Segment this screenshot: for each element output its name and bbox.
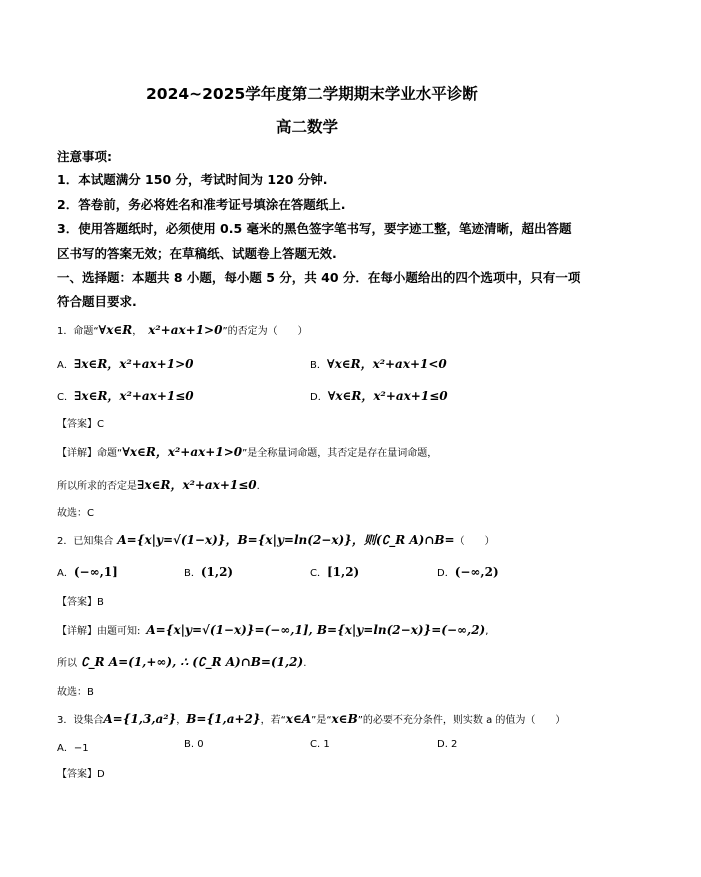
notice-item-2: 2．答卷前，务必将姓名和准考证号填涂在答题纸上. <box>57 197 346 212</box>
q2-option-d-label: D． <box>437 568 455 579</box>
q3-option-a: A．−1 <box>57 743 89 754</box>
q1-answer: 【答案】C <box>57 419 104 430</box>
q3-stem-sep: ， <box>176 715 187 726</box>
q1-option-b-math: ∀x∈R，x²+ax+1<0 <box>326 357 447 371</box>
q3-stem-cond-b: x∈B <box>331 712 358 726</box>
q3-stem <box>57 711 565 726</box>
notice-item-3-line-2: 区书写的答案无效；在草稿纸、试题卷上答题无效. <box>57 246 337 261</box>
q2-stem-math: A={x|y=√(1−x)}，B={x|y=ln(2−x)}，则(∁_R A)∩B= <box>117 533 455 547</box>
q1-detail-pre: 【详解】命题“ <box>57 448 123 459</box>
q1-option-c <box>57 387 194 404</box>
q3-option-b: B. 0 <box>184 739 204 750</box>
q1-conclusion-post: . <box>256 481 260 492</box>
q1-option-a <box>57 355 194 372</box>
exam-subtitle: 高二数学 <box>276 118 339 136</box>
exam-title: 2024~2025学年度第二学期期末学业水平诊断 <box>146 85 478 103</box>
q1-stem <box>57 322 308 337</box>
q1-option-d-label: D． <box>310 392 328 403</box>
q1-stem-math-inequality: x²+ax+1>0 <box>148 323 223 337</box>
notice-item-1: 1．本试题满分 150 分，考试时间为 120 分钟. <box>57 172 328 187</box>
q2-choice: 故选：B <box>57 687 94 698</box>
q2-option-c-label: C． <box>310 568 327 579</box>
q2-option-b <box>184 564 233 579</box>
q1-choice: 故选：C <box>57 508 94 519</box>
q3-stem-post: ”的必要不充分条件，则实数 a 的值为（ ） <box>357 715 566 726</box>
q1-detail-math: ∀x∈R，x²+ax+1>0 <box>122 445 243 459</box>
q2-option-a <box>57 564 118 579</box>
q3-stem-pre: 3．设集合 <box>57 715 104 726</box>
q1-stem-sep: ， <box>132 326 143 337</box>
q1-option-d-math: ∀x∈R，x²+ax+1≤0 <box>327 389 448 403</box>
q2-option-b-math: (1,2) <box>200 565 234 579</box>
q1-conclusion-math: ∃x∈R，x²+ax+1≤0 <box>137 478 257 492</box>
q1-option-b <box>310 355 447 372</box>
section-heading-line-2: 符合题目要求. <box>57 294 137 309</box>
q2-detail-pre: 【详解】由题可知: <box>57 626 141 637</box>
q1-option-b-label: B． <box>310 360 327 371</box>
q1-option-a-label: A． <box>57 360 74 371</box>
q3-answer: 【答案】D <box>57 769 105 780</box>
q2-option-a-label: A． <box>57 568 74 579</box>
notice-heading: 注意事项: <box>57 149 112 164</box>
q2-stem <box>57 531 495 548</box>
q3-option-d: D. 2 <box>437 739 458 750</box>
q2-conclusion-pre: 所以 <box>57 658 77 669</box>
q1-conclusion <box>57 476 260 493</box>
q1-detail-post: ”是全称量词命题，其否定是存在量词命题， <box>242 448 438 459</box>
q1-option-c-label: C． <box>57 392 74 403</box>
q2-stem-pre: 2．已知集合 <box>57 536 114 547</box>
q3-stem-mid: ，若“ <box>260 715 286 726</box>
q1-stem-pre: 1．命题“ <box>57 326 99 337</box>
notice-item-3-line-1: 3．使用答题纸时，必须使用 0.5 毫米的黑色签字笔书写，要字迹工整，笔迹清晰，超出答题 <box>57 221 572 236</box>
q2-option-c <box>310 564 359 579</box>
q1-conclusion-pre: 所以所求的否定是 <box>57 481 137 492</box>
q2-answer: 【答案】B <box>57 597 104 608</box>
q3-stem-set-b: B={1,a+2} <box>186 712 261 726</box>
q2-detail-post: , <box>485 626 489 637</box>
q2-detail <box>57 622 488 637</box>
q3-stem-cond-a: x∈A <box>285 712 312 726</box>
q1-stem-math-quantifier: ∀x∈R <box>98 323 133 337</box>
q1-option-d <box>310 387 448 404</box>
q3-stem-set-a: A={1,3,a²} <box>103 712 177 726</box>
q2-conclusion-post: . <box>303 658 307 669</box>
q1-stem-post: ”的否定为（ ） <box>222 326 308 337</box>
q1-detail <box>57 443 437 460</box>
q1-option-c-math: ∃x∈R，x²+ax+1≤0 <box>73 389 194 403</box>
q2-option-a-math: (−∞,1] <box>73 565 118 579</box>
q2-option-b-label: B． <box>184 568 201 579</box>
q3-option-c: C. 1 <box>310 739 330 750</box>
q2-option-c-math: [1,2) <box>326 565 360 579</box>
q3-stem-mid2: ”是“ <box>311 715 332 726</box>
q1-option-a-math: ∃x∈R，x²+ax+1>0 <box>73 357 194 371</box>
q2-option-d-math: (−∞,2) <box>454 565 499 579</box>
q2-option-d <box>437 564 499 579</box>
q2-conclusion-math: ∁_R A=(1,+∞), ∴ (∁_R A)∩B=(1,2) <box>81 655 304 669</box>
q2-stem-post: （ ） <box>454 536 495 547</box>
q2-detail-math: A={x|y=√(1−x)}=(−∞,1], B={x|y=ln(2−x)}=(−∞,2) <box>146 623 486 637</box>
q2-conclusion <box>57 654 306 669</box>
section-heading-line-1: 一、选择题：本题共 8 小题，每小题 5 分，共 40 分．在每小题给出的四个选项中，只有一项 <box>57 270 581 285</box>
